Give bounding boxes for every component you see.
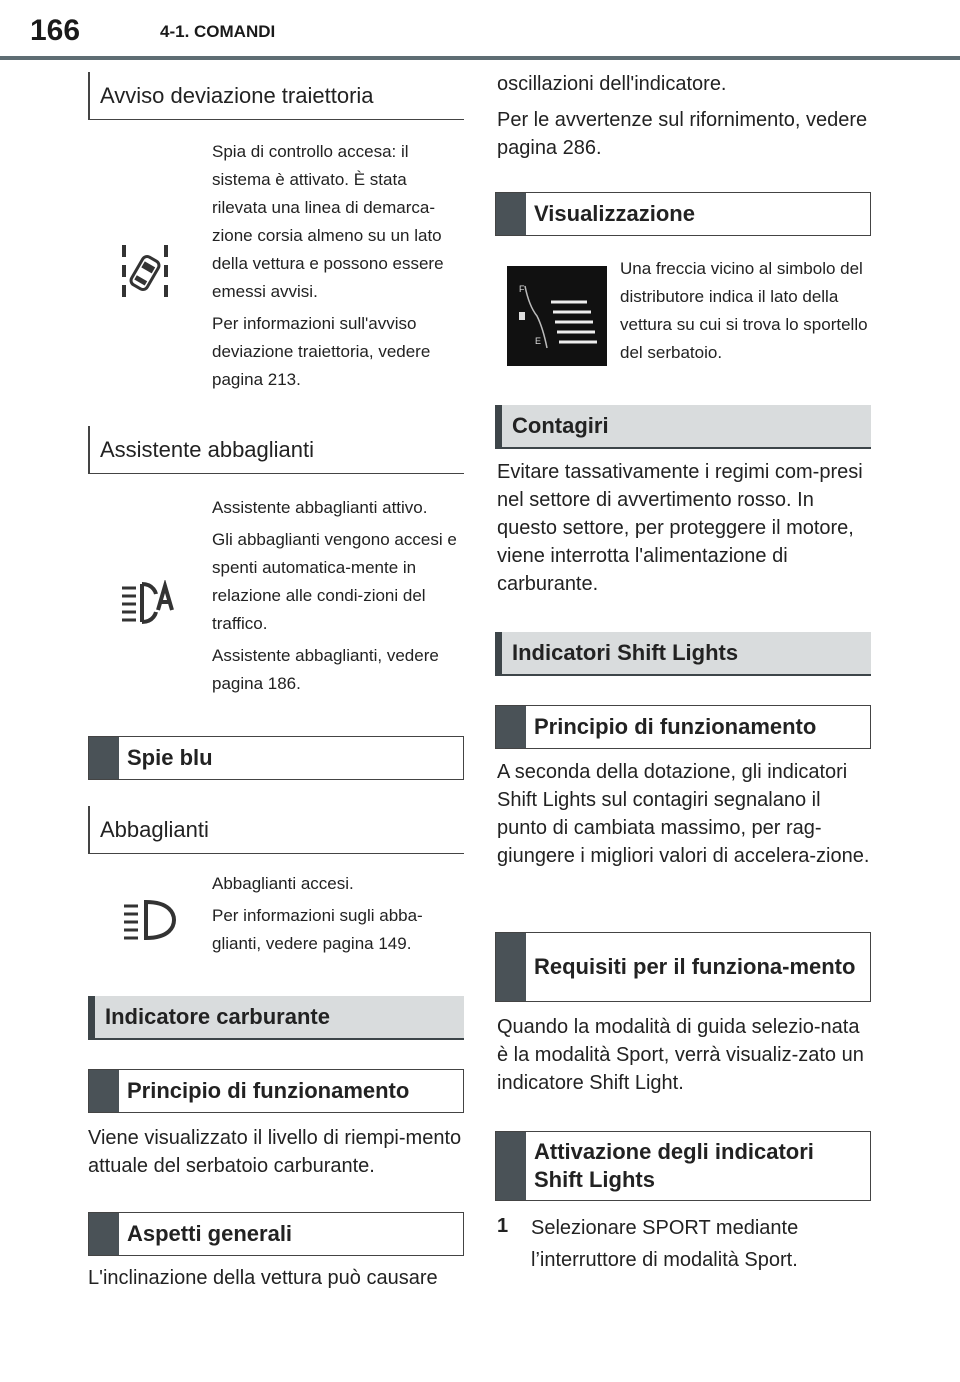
right-continuation <box>497 70 873 170</box>
shift-principle-text <box>497 758 873 878</box>
heading-bar <box>496 933 526 1001</box>
highbeam-assist-p2: Gli abbaglianti vengono accesi e spenti automatica-mente in relazione alle condi-zioni del traffico. <box>212 530 457 633</box>
display-p: Una freccia vicino al simbolo del distributore indica il lato della vettura su cui si trova lo sportello del serbatoio. <box>620 259 868 362</box>
tachometer-text <box>497 458 873 606</box>
heading-fuel-gauge: Indicatore carburante <box>88 996 464 1040</box>
heading-requirements <box>495 932 871 1002</box>
fuel-gauge-image <box>507 266 607 366</box>
heading-display-label: Visualizzazione <box>534 201 695 226</box>
highbeam-assist-icon <box>120 580 176 624</box>
heading-shift-principle <box>495 705 871 749</box>
highbeam-assist-text <box>212 494 466 702</box>
heading-bar <box>89 1213 119 1255</box>
fuel-principle-p: Viene visualizzato il livello di riempi-mento attuale del serbatoio carburante. <box>88 1127 462 1177</box>
highbeam-p2: Per informazioni sugli abba-glianti, vedere pagina 149. <box>212 906 423 953</box>
step-number: 1 <box>497 1215 509 1237</box>
highbeam-text <box>212 870 466 962</box>
highbeam-p1: Abbaglianti accesi. <box>212 874 354 893</box>
heading-shift-principle-label: Principio di funzionamento <box>534 714 817 739</box>
heading-tachometer: Contagiri <box>495 405 871 449</box>
general-p: L'inclinazione della vettura può causare <box>88 1267 438 1289</box>
continuation-p1: oscillazioni dell'indicatore. <box>497 73 727 95</box>
heading-blue-lights <box>88 736 464 780</box>
lane-departure-icon <box>120 243 170 299</box>
display-text <box>620 255 870 371</box>
step-text: Selezionare SPORT mediante l’interruttore di modalità Sport. <box>531 1217 799 1271</box>
heading-bar <box>89 737 119 779</box>
continuation-p2: Per le avvertenze sul rifornimento, vedere pagina 286. <box>497 109 868 159</box>
highbeam-assist-p1: Assistente abbaglianti attivo. <box>212 498 428 517</box>
lane-departure-p1: Spia di controllo accesa: il sistema è attivato. È stata rilevata una linea di demarca-zione corsia almeno su un lato della vettura e possono essere emessi avvisi. <box>212 142 444 301</box>
tachometer-p: Evitare tassativamente i regimi com-presi nel settore di avvertimento rosso. In questo settore, per proteggere il motore, viene interrotta l'alimentazione di carburante. <box>497 461 863 595</box>
requirements-p: Quando la modalità di guida selezio-nata è la modalità Sport, verrà visualiz-zato un indicatore Shift Light. <box>497 1016 864 1094</box>
heading-bar <box>496 193 526 235</box>
heading-general-label: Aspetti generali <box>127 1221 293 1246</box>
chapter-title: 4-1. COMANDI <box>160 22 276 41</box>
heading-shift-lights: Indicatori Shift Lights <box>495 632 871 676</box>
activation-step <box>497 1212 873 1276</box>
heading-lane-departure: Avviso deviazione traiettoria <box>88 72 464 120</box>
lane-departure-p2: Per informazioni sull'avviso deviazione traiettoria, vedere pagina 213. <box>212 314 431 389</box>
heading-bar <box>89 1070 119 1112</box>
heading-blue-lights-label: Spie blu <box>127 745 213 770</box>
highbeam-assist-p3: Assistente abbaglianti, vedere pagina 186. <box>212 646 439 693</box>
heading-activation <box>495 1131 871 1201</box>
highbeam-icon <box>122 898 176 942</box>
heading-general <box>88 1212 464 1256</box>
heading-highbeam-assist: Assistente abbaglianti <box>88 426 464 474</box>
heading-fuel-principle <box>88 1069 464 1113</box>
gauge-f-label: F <box>519 284 525 294</box>
page-number: 166 <box>30 14 81 47</box>
lane-departure-text <box>212 138 466 398</box>
heading-bar <box>496 1132 526 1200</box>
heading-display <box>495 192 871 236</box>
heading-highbeam: Abbaglianti <box>88 806 464 854</box>
header-rule <box>0 56 960 60</box>
gauge-e-label: E <box>535 336 542 346</box>
general-text <box>88 1264 464 1300</box>
heading-requirements-label: Requisiti per il funziona-mento <box>534 954 856 979</box>
shift-principle-p: A seconda della dotazione, gli indicatori Shift Lights sul contagiri segnalano il punto di cambiata massimo, per rag-giungere i migliori valori di accelera-zione. <box>497 761 870 867</box>
heading-bar <box>496 706 526 748</box>
heading-fuel-principle-label: Principio di funzionamento <box>127 1078 410 1103</box>
heading-activation-label: Attivazione degli indicatori Shift Lights <box>534 1139 814 1192</box>
requirements-text <box>497 1013 873 1105</box>
fuel-principle-text <box>88 1124 464 1188</box>
